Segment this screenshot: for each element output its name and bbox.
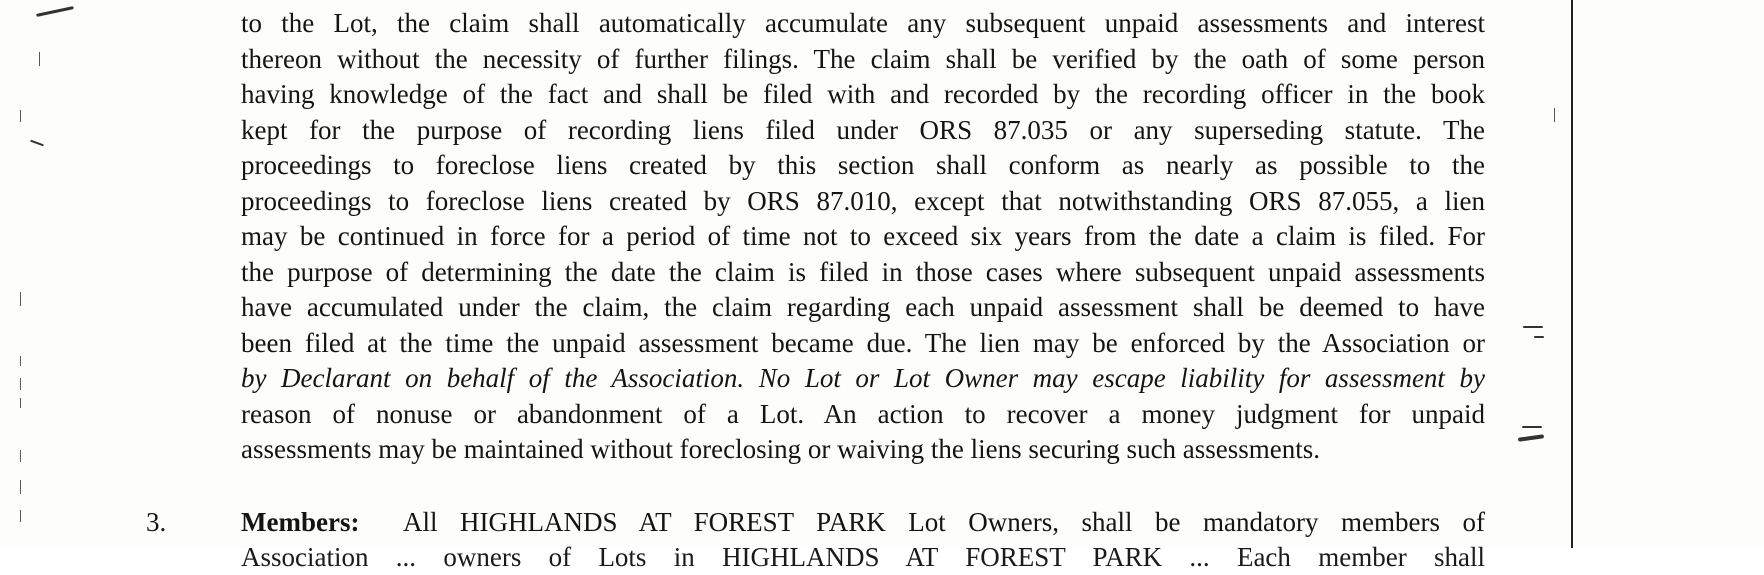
scan-speck xyxy=(20,110,21,122)
paragraph-line: having knowledge of the fact and shall be filed with and recorded by the recording officer in the book xyxy=(241,79,1485,109)
scan-speck xyxy=(1554,108,1555,122)
scan-speck xyxy=(20,450,21,462)
item-line xyxy=(241,505,1485,541)
paragraph-line-italic: by Declarant on behalf of the Association. No Lot or Lot Owner may escape liability for assessment by xyxy=(241,363,1485,393)
paragraph-line: kept for the purpose of recording liens filed under ORS 87.035 or any superseding statute. The xyxy=(241,114,1485,145)
paragraph-line: the purpose of determining the date the claim is filed in those cases where subsequent unpaid assessments xyxy=(241,256,1485,287)
scan-mark xyxy=(1518,434,1544,442)
paragraph-line: may be continued in force for a period of time not to exceed six years from the date a claim is filed. For xyxy=(241,221,1485,251)
scan-speck xyxy=(20,480,21,494)
paragraph-line: proceedings to foreclose liens created by this section shall conform as nearly as possible to the xyxy=(241,150,1485,180)
item-heading: Members: xyxy=(241,507,360,537)
scan-speck xyxy=(20,292,21,306)
scan-speck xyxy=(20,378,21,390)
paragraph-line: thereon without the necessity of further filings. The claim shall be verified by the oath of some person xyxy=(241,43,1485,74)
margin-rule xyxy=(1571,0,1573,548)
paragraph-line: reason of nonuse or abandonment of a Lot. An action to recover a money judgment for unpaid xyxy=(241,398,1485,429)
scan-mark xyxy=(1534,336,1544,338)
paragraph-line: been filed at the time the unpaid assessment became due. The lien may be enforced by the Association or xyxy=(241,327,1485,358)
paragraph-line: to the Lot, the claim shall automatically accumulate any subsequent unpaid assessments and interest xyxy=(241,8,1485,38)
scan-speck xyxy=(20,510,21,522)
scan-mark xyxy=(1523,326,1543,328)
item-text: All HIGHLANDS AT FOREST PARK Lot Owners, shall be mandatory members of xyxy=(403,507,1485,537)
scan-mark xyxy=(36,6,74,17)
scan-mark xyxy=(1522,426,1542,428)
scan-speck xyxy=(20,398,21,408)
item-number: 3. xyxy=(146,507,167,537)
paragraph-line: have accumulated under the claim, the claim regarding each unpaid assessment shall be deemed to have xyxy=(241,292,1485,322)
item-next-line-cut-off: Association ... owners of Lots in HIGHLANDS AT FOREST PARK ... Each member shall xyxy=(241,542,1485,572)
scan-speck xyxy=(20,356,21,366)
scan-speck xyxy=(39,52,40,66)
scan-mark xyxy=(30,140,44,147)
paragraph-line: assessments may be maintained without foreclosing or waiving the liens securing such assessments. xyxy=(241,434,1321,464)
body-paragraph xyxy=(241,6,1485,468)
paragraph-line: proceedings to foreclose liens created by ORS 87.010, except that notwithstanding ORS 87.055, a lien xyxy=(241,185,1485,216)
